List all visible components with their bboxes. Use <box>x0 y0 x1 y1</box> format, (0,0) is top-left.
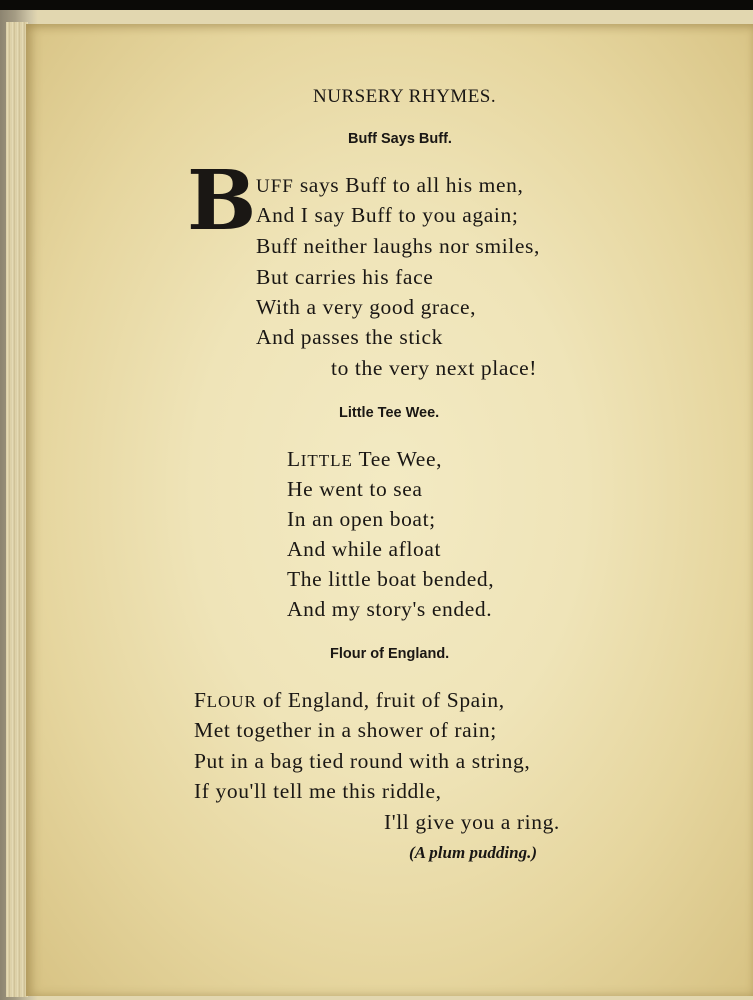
rhyme-line: And my story's ended. <box>287 597 493 621</box>
riddle-answer: (A plum pudding.) <box>409 843 538 862</box>
line-text: of England, fruit of Spain, <box>256 688 505 712</box>
rhyme-title-buff-says-buff: Buff Says Buff. <box>348 131 452 147</box>
page-edges <box>6 22 28 997</box>
line-text: says Buff to all his men, <box>293 173 524 197</box>
rhyme-line <box>256 173 523 198</box>
rhyme-line: Put in a bag tied round with a string, <box>194 749 531 773</box>
dropcap-continuation: UFF <box>256 176 294 197</box>
rhyme-line: Buff neither laughs nor smiles, <box>256 234 540 258</box>
rhyme-line: Met together in a shower of rain; <box>194 718 497 742</box>
rhyme-title-flour-of-england: Flour of England. <box>330 646 450 662</box>
rhyme-line: In an open boat; <box>287 507 436 531</box>
rhyme-line: He went to sea <box>287 477 423 501</box>
running-head: NURSERY RHYMES. <box>313 86 497 107</box>
rhyme-line <box>287 447 442 472</box>
rhyme-line: The little boat bended, <box>287 567 495 591</box>
drop-cap: B <box>187 153 257 249</box>
rhyme-line: I'll give you a ring. <box>384 810 560 834</box>
small-caps: ITTLE <box>300 451 353 470</box>
rhyme-line: And I say Buff to you again; <box>256 203 519 227</box>
line-text: Tee Wee, <box>352 447 443 471</box>
initial: L <box>287 447 301 471</box>
rhyme-line <box>194 688 505 713</box>
initial: F <box>194 688 207 712</box>
rhyme-title-little-tee-wee: Little Tee Wee. <box>339 405 440 421</box>
rhyme-line: With a very good grace, <box>256 295 477 319</box>
small-caps: LOUR <box>206 692 257 711</box>
rhyme-line: And while afloat <box>287 537 442 561</box>
rhyme-line: And passes the stick <box>256 325 443 349</box>
rhyme-line: to the very next place! <box>331 356 538 380</box>
rhyme-line: If you'll tell me this riddle, <box>194 779 442 803</box>
rhyme-line: But carries his face <box>256 265 434 289</box>
book <box>0 10 753 1000</box>
